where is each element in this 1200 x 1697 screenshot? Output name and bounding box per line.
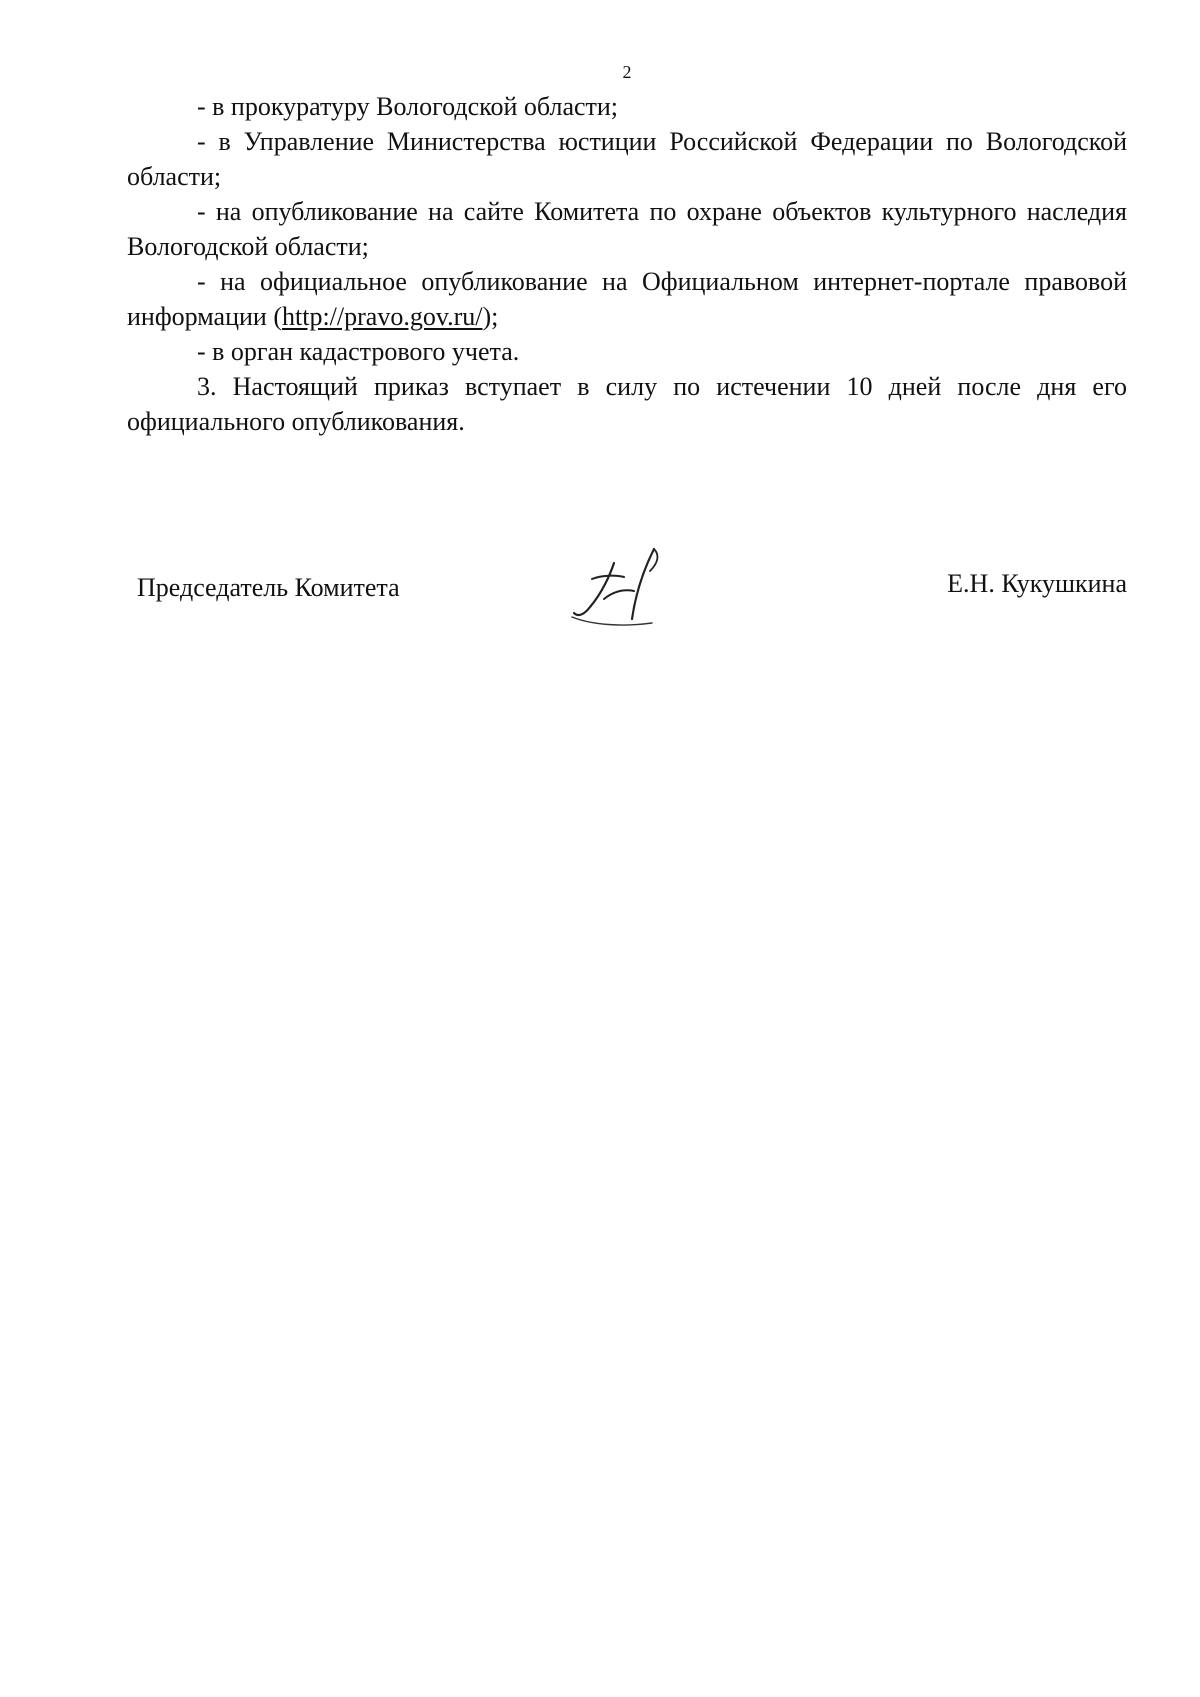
- signature-block: [137, 565, 1127, 665]
- signatory-name: Е.Н. Кукушкина: [947, 569, 1127, 598]
- handwritten-signature: [562, 545, 682, 645]
- signatory-title: Председатель Комитета: [137, 573, 400, 602]
- document-body: [127, 89, 1127, 439]
- page-number: 2: [622, 62, 632, 82]
- paragraph-prosecutor: - в прокуратуру Вологодской области;: [197, 92, 619, 121]
- paragraph-justice-ministry: - в Управление Министерства юстиции Российской Федерации по Вологодской области;: [127, 127, 1127, 191]
- pravo-gov-link[interactable]: http://pravo.gov.ru/: [282, 302, 483, 331]
- paragraph-committee-site: - на опубликование на сайте Комитета по охране объектов культурного наследия Вологодской области;: [127, 197, 1127, 261]
- paragraph-legal-portal: [127, 264, 1127, 334]
- legal-portal-text-end: );: [482, 302, 499, 331]
- paragraph-cadastral: - в орган кадастрового учета.: [197, 337, 520, 366]
- legal-portal-text: - на официальное опубликование на Официальном интернет-портале правовой информации (: [127, 267, 1127, 331]
- paragraph-effective-date: 3. Настоящий приказ вступает в силу по истечении 10 дней после дня его официального опубликования.: [127, 372, 1127, 436]
